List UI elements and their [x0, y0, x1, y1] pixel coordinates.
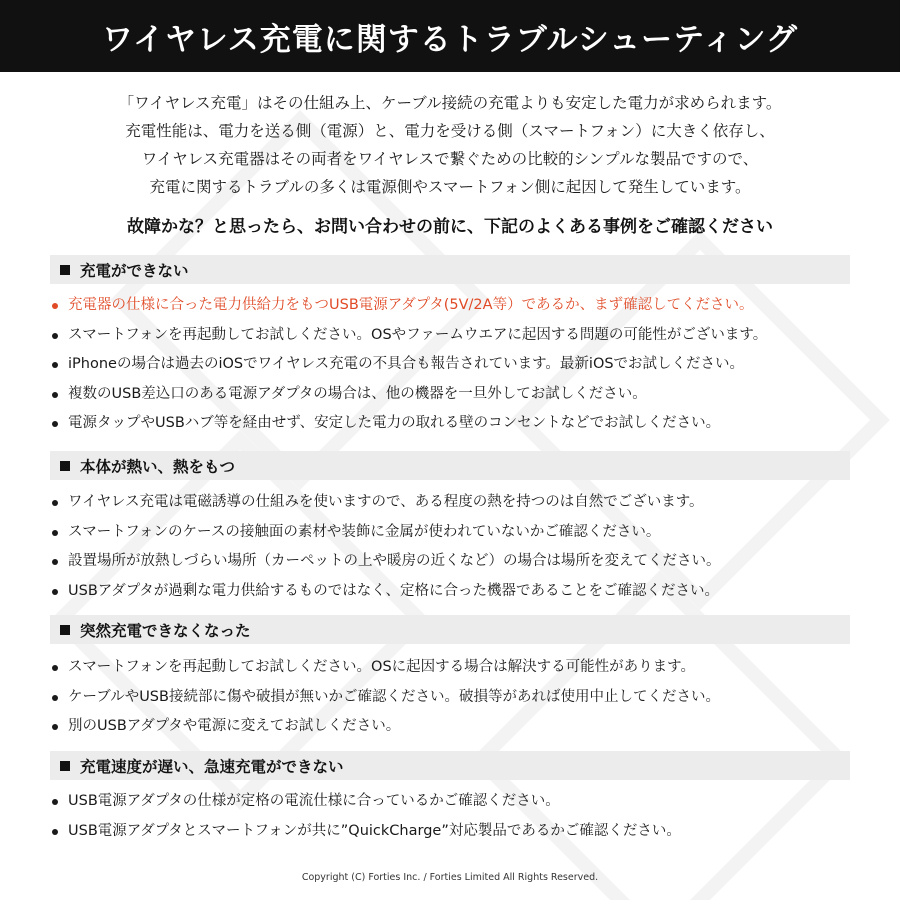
section-list-slow-charging: [50, 787, 880, 846]
square-bullet-icon: [60, 625, 70, 635]
section-header-slow-charging: [50, 751, 850, 780]
list-item-text: USB電源アダプタの仕様が定格の電流仕様に合っているかご確認ください。: [68, 793, 560, 809]
section-title: 突然充電できなくなった: [80, 621, 251, 640]
section-title: 本体が熱い、熱をもつ: [80, 457, 236, 476]
list-item: [50, 409, 880, 439]
bullet-icon: [52, 392, 58, 398]
bullet-icon: [52, 589, 58, 595]
bullet-icon: [52, 500, 58, 506]
square-bullet-icon: [60, 265, 70, 275]
list-item: [50, 518, 880, 548]
list-item: [50, 683, 880, 713]
bullet-icon: [52, 724, 58, 730]
list-item-text: USB電源アダプタとスマートフォンが共に”QuickCharge”対応製品であるかご確認ください。: [68, 822, 681, 839]
list-item-text: 別のUSBアダプタや電源に変えてお試しください。: [68, 718, 401, 734]
section-header-overheating: [50, 451, 850, 480]
list-item: [50, 817, 880, 847]
bullet-icon: [52, 799, 58, 805]
bullet-icon: [52, 421, 58, 427]
intro-line: 「ワイヤレス充電」はその仕組み上、ケーブル接続の充電よりも安定した電力が求められます。: [118, 94, 782, 112]
section-title: 充電ができない: [80, 261, 189, 280]
page-header: [0, 0, 900, 72]
list-item-text: 電源タップやUSBハブ等を経由せず、安定した電力の取れる壁のコンセントなどでお試しください。: [68, 415, 721, 431]
list-item-text: スマートフォンのケースの接触面の素材や装飾に金属が使われていないかご確認ください。: [68, 523, 661, 540]
list-item-text: 設置場所が放熱しづらい場所（カーペットの上や暖房の近くなど）の場合は場所を変えてください。: [68, 553, 721, 569]
bullet-icon: [52, 695, 58, 701]
list-item: [50, 291, 880, 321]
section-list-stopped-charging: [50, 653, 880, 742]
intro-paragraph: [0, 89, 900, 201]
intro-line: ワイヤレス充電器はその両者をワイヤレスで繋ぐための比較的シンプルな製品ですので、: [141, 150, 759, 168]
page-title: ワイヤレス充電に関するトラブルシューティング: [101, 21, 799, 58]
list-item-text: USBアダプタが過剰な電力供給するものではなく、定格に合った機器であることをご確認ください。: [68, 582, 719, 599]
list-item: [50, 488, 880, 518]
section-header-cannot-charge: [50, 255, 850, 284]
list-item-text: iPhoneの場合は過去のiOSでワイヤレス充電の不具合も報告されています。最新iOSでお試しください。: [68, 356, 745, 372]
bullet-icon: [52, 530, 58, 536]
list-item-text: スマートフォンを再起動してお試しください。OSやファームウエアに起因する問題の可能性がございます。: [68, 326, 768, 343]
callout-heading: 故障かな？と思ったら、お問い合わせの前に、下記のよくある事例をご確認ください: [127, 217, 773, 237]
intro-line: 充電に関するトラブルの多くは電源側やスマートフォン側に起因して発生しています。: [149, 178, 751, 196]
copyright-footer: Copyright (C) Forties Inc. / Forties Limited All Rights Reserved.: [301, 872, 599, 883]
bullet-icon: [52, 829, 58, 835]
list-item-text: 複数のUSB差込口のある電源アダプタの場合は、他の機器を一旦外してお試しください。: [68, 385, 647, 402]
square-bullet-icon: [60, 461, 70, 471]
list-item: [50, 787, 880, 817]
list-item-text: 充電器の仕様に合った電力供給力をもつUSB電源アダプタ(5V/2A等）であるか、まず確認してください。: [68, 297, 754, 313]
intro-line: 充電性能は、電力を送る側（電源）と、電力を受ける側（スマートフォン）に大きく依存し、: [125, 122, 775, 140]
bullet-icon: [52, 362, 58, 368]
bullet-icon: [52, 303, 58, 309]
bullet-icon: [52, 559, 58, 565]
bullet-icon: [52, 665, 58, 671]
list-item: [50, 577, 880, 607]
section-title: 充電速度が遅い、急速充電ができない: [80, 757, 344, 776]
list-item: [50, 380, 880, 410]
list-item-text: ワイヤレス充電は電磁誘導の仕組みを使いますので、ある程度の熱を持つのは自然でございます。: [68, 494, 704, 510]
list-item-text: ケーブルやUSB接続部に傷や破損が無いかご確認ください。破損等があれば使用中止してください。: [68, 688, 720, 705]
section-list-overheating: [50, 488, 880, 606]
list-item: [50, 547, 880, 577]
section-header-stopped-charging: [50, 615, 850, 644]
list-item: [50, 350, 880, 380]
bullet-icon: [52, 333, 58, 339]
square-bullet-icon: [60, 761, 70, 771]
section-list-cannot-charge: [50, 291, 880, 439]
list-item: [50, 653, 880, 683]
list-item: [50, 712, 880, 742]
list-item: [50, 321, 880, 351]
list-item-text: スマートフォンを再起動してお試しください。OSに起因する場合は解決する可能性があります。: [68, 659, 696, 675]
